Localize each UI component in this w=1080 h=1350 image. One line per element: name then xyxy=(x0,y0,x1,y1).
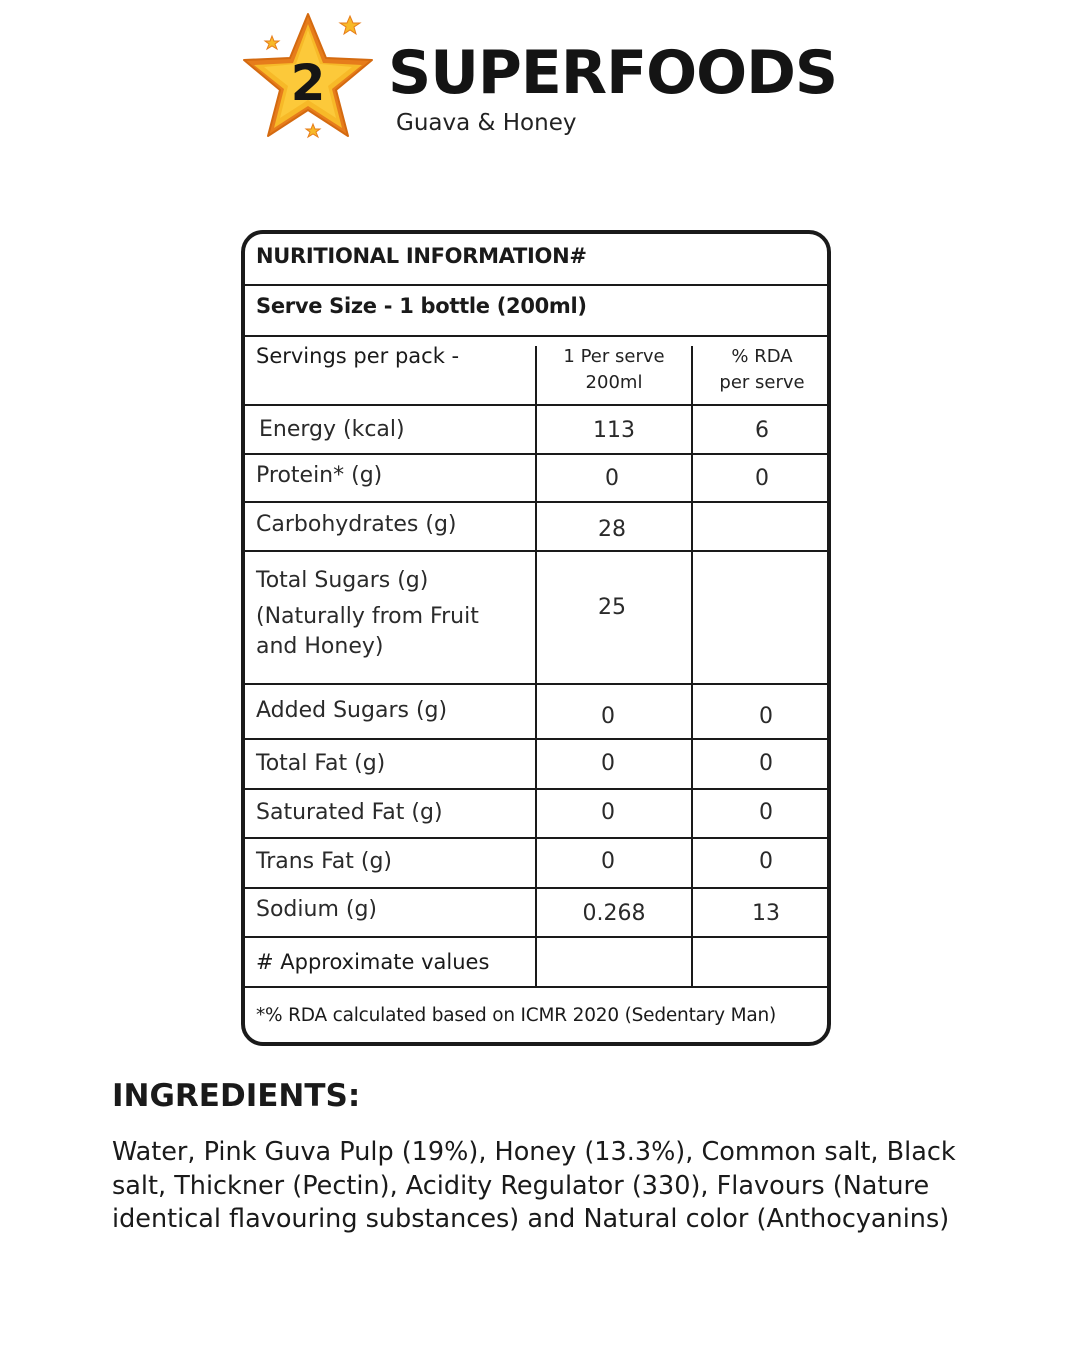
row-value-added-sugars: 0 xyxy=(601,704,615,729)
serve-size: Serve Size - 1 bottle (200ml) xyxy=(256,294,587,318)
ingredients-text: Water, Pink Guva Pulp (19%), Honey (13.3%), Common salt, Black salt, Thickner (Pectin), Acidity Regulator (330), Flavours (Nature identical flavouring substances) and Natural color (Anthocyanins) xyxy=(112,1137,956,1234)
column-header-per-serve-line2: 200ml xyxy=(585,372,643,393)
column-header-rda xyxy=(693,344,831,396)
row-label-total-sugars-note: (Naturally from Fruit xyxy=(256,604,479,629)
row-label-energy: Energy (kcal) xyxy=(259,417,405,442)
row-value-trans-fat: 0 xyxy=(601,849,615,874)
table-divider xyxy=(245,284,827,286)
nutrition-table xyxy=(241,230,831,1046)
table-title: NURITIONAL INFORMATION# xyxy=(256,244,587,268)
brand-logo xyxy=(240,8,840,148)
row-rda-trans-fat: 0 xyxy=(759,849,773,874)
row-label-carbohydrates: Carbohydrates (g) xyxy=(256,512,457,537)
row-value-total-fat: 0 xyxy=(601,751,615,776)
row-label-trans-fat: Trans Fat (g) xyxy=(256,849,392,874)
row-value-carbohydrates: 28 xyxy=(598,517,626,542)
row-label-total-sugars-note-2: and Honey) xyxy=(256,634,384,659)
column-header-rda-line2: per serve xyxy=(719,372,805,393)
row-label-total-fat: Total Fat (g) xyxy=(256,751,386,776)
table-divider xyxy=(245,986,827,988)
row-value-sodium: 0.268 xyxy=(582,901,646,926)
row-rda-saturated-fat: 0 xyxy=(759,800,773,825)
row-rda-sodium: 13 xyxy=(752,901,780,926)
row-rda-energy: 6 xyxy=(755,418,769,443)
ingredients-title: INGREDIENTS: xyxy=(112,1078,361,1114)
row-label-total-sugars: Total Sugars (g) xyxy=(256,568,429,593)
row-rda-total-fat: 0 xyxy=(759,751,773,776)
star-badge-icon xyxy=(240,8,380,148)
table-divider xyxy=(245,335,827,337)
row-rda-protein: 0 xyxy=(755,466,769,491)
row-label-protein: Protein* (g) xyxy=(256,463,383,488)
badge-number: 2 xyxy=(290,54,326,112)
row-label-saturated-fat: Saturated Fat (g) xyxy=(256,800,443,825)
servings-per-pack: Servings per pack - xyxy=(256,344,460,368)
approximate-values-note: # Approximate values xyxy=(256,950,490,974)
row-value-protein: 0 xyxy=(605,466,619,491)
row-rda-added-sugars: 0 xyxy=(759,704,773,729)
brand-subtitle: Guava & Honey xyxy=(396,110,577,136)
brand-name: SUPERFOODS xyxy=(388,38,838,108)
row-label-sodium: Sodium (g) xyxy=(256,897,377,922)
row-value-total-sugars: 25 xyxy=(598,595,626,620)
rda-footnote: *% RDA calculated based on ICMR 2020 (Sedentary Man) xyxy=(256,1005,777,1026)
column-header-rda-line1: % RDA xyxy=(731,346,793,367)
row-value-saturated-fat: 0 xyxy=(601,800,615,825)
column-header-per-serve-line1: 1 Per serve xyxy=(563,346,665,367)
row-value-energy: 113 xyxy=(593,418,635,443)
column-header-per-serve xyxy=(537,344,691,396)
row-label-added-sugars: Added Sugars (g) xyxy=(256,698,448,723)
